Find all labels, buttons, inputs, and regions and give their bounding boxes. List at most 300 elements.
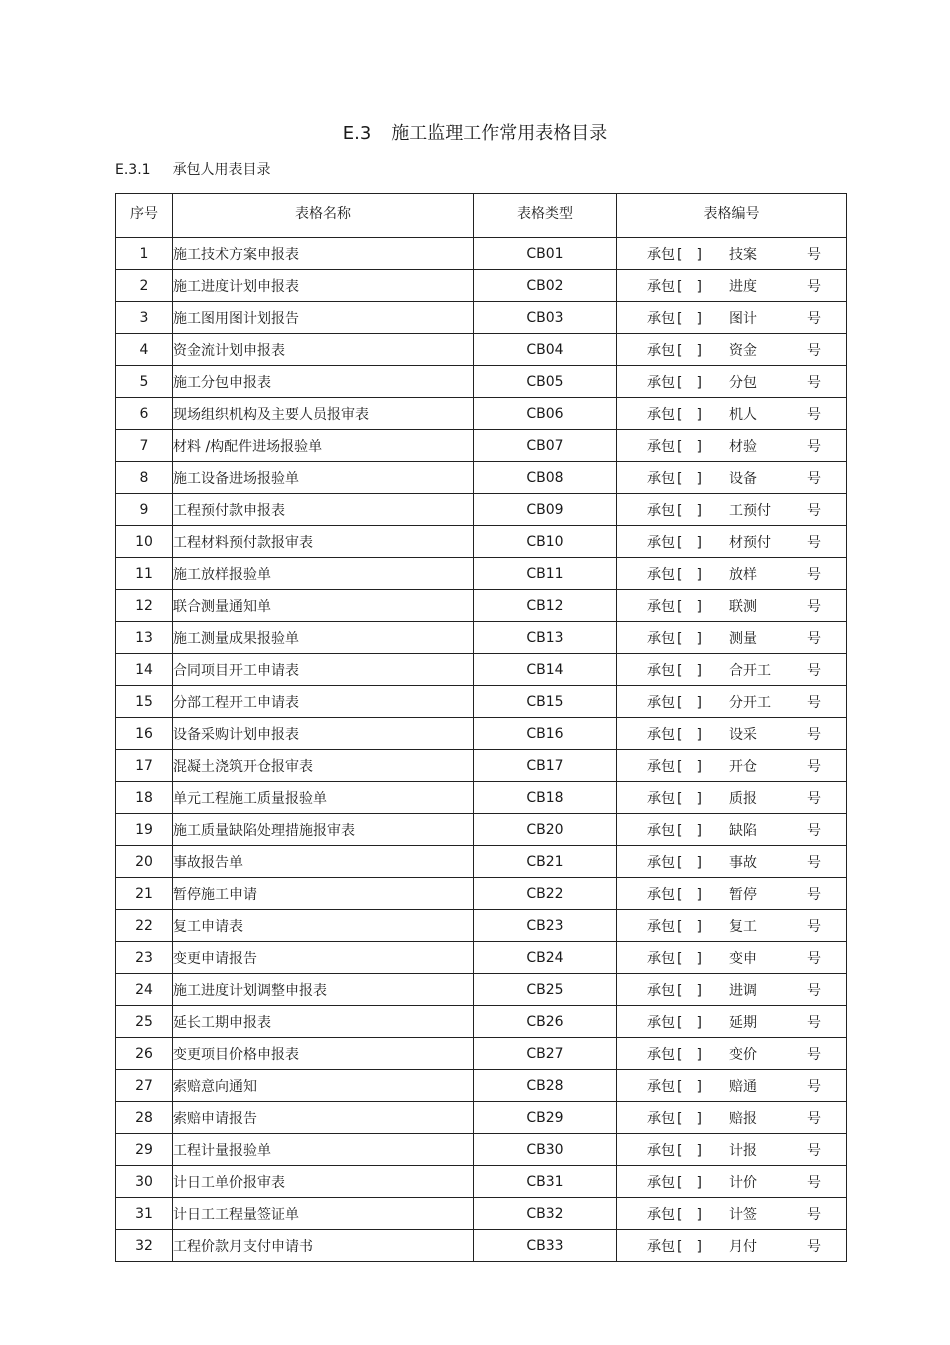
code-prefix <box>647 308 702 328</box>
bracket-open: [ <box>677 406 683 423</box>
bracket-close: ] <box>696 1206 702 1223</box>
row-number: 1 <box>116 238 173 270</box>
form-name: 工程价款月支付申请书 <box>173 1230 474 1262</box>
row-number: 15 <box>116 686 173 718</box>
code-suffix: 号 <box>807 726 821 743</box>
form-code <box>617 654 847 686</box>
code-prefix <box>647 244 702 264</box>
table-row <box>116 1134 847 1166</box>
code-abbreviation: 机人 <box>729 406 757 423</box>
form-type: CB30 <box>474 1134 617 1166</box>
bracket-close: ] <box>696 470 702 487</box>
table-body <box>116 238 847 1262</box>
bracket-close: ] <box>696 310 702 327</box>
code-prefix <box>647 852 702 872</box>
code-prefix-text: 承包 <box>647 630 675 647</box>
form-code <box>617 334 847 366</box>
bracket-close: ] <box>696 950 702 967</box>
bracket-close: ] <box>696 1142 702 1159</box>
code-prefix <box>647 1140 702 1160</box>
form-name: 施工测量成果报验单 <box>173 622 474 654</box>
form-code <box>617 846 847 878</box>
form-type: CB18 <box>474 782 617 814</box>
code-suffix: 号 <box>807 470 821 487</box>
code-suffix: 号 <box>807 1078 821 1095</box>
table-row <box>116 718 847 750</box>
code-prefix <box>647 436 702 456</box>
bracket-open: [ <box>677 1014 683 1031</box>
row-number: 26 <box>116 1038 173 1070</box>
bracket-close: ] <box>696 1174 702 1191</box>
form-name: 索赔意向通知 <box>173 1070 474 1102</box>
form-code <box>617 718 847 750</box>
title-number: E.3 <box>342 123 372 144</box>
code-prefix-text: 承包 <box>647 758 675 775</box>
form-name: 施工图用图计划报告 <box>173 302 474 334</box>
code-abbreviation: 图计 <box>729 310 757 327</box>
row-number: 31 <box>116 1198 173 1230</box>
form-code <box>617 1070 847 1102</box>
form-code <box>617 1102 847 1134</box>
form-type: CB26 <box>474 1006 617 1038</box>
code-abbreviation: 质报 <box>729 790 757 807</box>
form-type: CB22 <box>474 878 617 910</box>
table-row <box>116 1038 847 1070</box>
bracket-open: [ <box>677 630 683 647</box>
form-name: 施工放样报验单 <box>173 558 474 590</box>
form-code <box>617 238 847 270</box>
header-type: 表格类型 <box>474 194 617 238</box>
code-prefix-text: 承包 <box>647 502 675 519</box>
bracket-open: [ <box>677 886 683 903</box>
code-prefix <box>647 916 702 936</box>
bracket-open: [ <box>677 726 683 743</box>
code-prefix <box>647 564 702 584</box>
code-suffix: 号 <box>807 1142 821 1159</box>
row-number: 25 <box>116 1006 173 1038</box>
row-number: 20 <box>116 846 173 878</box>
bracket-close: ] <box>696 278 702 295</box>
table-row <box>116 942 847 974</box>
row-number: 3 <box>116 302 173 334</box>
form-code <box>617 558 847 590</box>
code-prefix <box>647 884 702 904</box>
code-abbreviation: 月付 <box>729 1238 757 1255</box>
code-abbreviation: 合开工 <box>729 662 771 679</box>
form-code <box>617 366 847 398</box>
bracket-open: [ <box>677 854 683 871</box>
form-type: CB01 <box>474 238 617 270</box>
table-row <box>116 302 847 334</box>
code-prefix-text: 承包 <box>647 1046 675 1063</box>
form-code <box>617 974 847 1006</box>
code-abbreviation: 进调 <box>729 982 757 999</box>
bracket-open: [ <box>677 374 683 391</box>
code-suffix: 号 <box>807 790 821 807</box>
row-number: 28 <box>116 1102 173 1134</box>
bracket-open: [ <box>677 438 683 455</box>
form-name: 计日工单价报审表 <box>173 1166 474 1198</box>
code-suffix: 号 <box>807 1014 821 1031</box>
form-type: CB08 <box>474 462 617 494</box>
bracket-open: [ <box>677 950 683 967</box>
table-row <box>116 846 847 878</box>
code-suffix: 号 <box>807 374 821 391</box>
section-subtitle <box>115 160 271 180</box>
form-name: 合同项目开工申请表 <box>173 654 474 686</box>
code-prefix-text: 承包 <box>647 1206 675 1223</box>
code-prefix <box>647 500 702 520</box>
form-name: 施工分包申报表 <box>173 366 474 398</box>
code-prefix-text: 承包 <box>647 726 675 743</box>
bracket-close: ] <box>696 1078 702 1095</box>
table-row <box>116 1198 847 1230</box>
bracket-close: ] <box>696 982 702 999</box>
form-type: CB23 <box>474 910 617 942</box>
form-name: 施工设备进场报验单 <box>173 462 474 494</box>
bracket-close: ] <box>696 246 702 263</box>
code-prefix-text: 承包 <box>647 534 675 551</box>
table-row <box>116 654 847 686</box>
code-prefix <box>647 468 702 488</box>
bracket-close: ] <box>696 790 702 807</box>
code-abbreviation: 开仓 <box>729 758 757 775</box>
code-prefix-text: 承包 <box>647 886 675 903</box>
code-prefix-text: 承包 <box>647 982 675 999</box>
code-prefix <box>647 532 702 552</box>
form-code <box>617 526 847 558</box>
bracket-open: [ <box>677 694 683 711</box>
form-name: 索赔申请报告 <box>173 1102 474 1134</box>
table-row <box>116 686 847 718</box>
form-type: CB25 <box>474 974 617 1006</box>
code-prefix <box>647 404 702 424</box>
form-name: 施工进度计划申报表 <box>173 270 474 302</box>
form-name: 工程材料预付款报审表 <box>173 526 474 558</box>
code-suffix: 号 <box>807 534 821 551</box>
form-code <box>617 1230 847 1262</box>
bracket-open: [ <box>677 1078 683 1095</box>
row-number: 32 <box>116 1230 173 1262</box>
code-prefix-text: 承包 <box>647 790 675 807</box>
form-type: CB10 <box>474 526 617 558</box>
form-code <box>617 590 847 622</box>
form-type: CB17 <box>474 750 617 782</box>
code-abbreviation: 资金 <box>729 342 757 359</box>
bracket-close: ] <box>696 566 702 583</box>
form-code <box>617 462 847 494</box>
bracket-open: [ <box>677 598 683 615</box>
form-type: CB33 <box>474 1230 617 1262</box>
form-type: CB12 <box>474 590 617 622</box>
form-type: CB27 <box>474 1038 617 1070</box>
code-prefix-text: 承包 <box>647 1238 675 1255</box>
form-type: CB03 <box>474 302 617 334</box>
table-row <box>116 526 847 558</box>
bracket-open: [ <box>677 1206 683 1223</box>
form-type: CB32 <box>474 1198 617 1230</box>
bracket-open: [ <box>677 566 683 583</box>
code-suffix: 号 <box>807 502 821 519</box>
code-abbreviation: 计价 <box>729 1174 757 1191</box>
header-name: 表格名称 <box>173 194 474 238</box>
form-name: 事故报告单 <box>173 846 474 878</box>
bracket-close: ] <box>696 726 702 743</box>
bracket-open: [ <box>677 534 683 551</box>
form-name: 现场组织机构及主要人员报审表 <box>173 398 474 430</box>
form-code <box>617 814 847 846</box>
code-prefix <box>647 1044 702 1064</box>
code-abbreviation: 放样 <box>729 566 757 583</box>
table-row <box>116 494 847 526</box>
form-name: 暂停施工申请 <box>173 878 474 910</box>
bracket-close: ] <box>696 1238 702 1255</box>
table-row <box>116 590 847 622</box>
form-code <box>617 942 847 974</box>
form-name: 工程预付款申报表 <box>173 494 474 526</box>
code-prefix <box>647 1108 702 1128</box>
form-code <box>617 750 847 782</box>
bracket-close: ] <box>696 342 702 359</box>
code-prefix <box>647 980 702 1000</box>
form-name: 计日工工程量签证单 <box>173 1198 474 1230</box>
form-type: CB31 <box>474 1166 617 1198</box>
form-name: 延长工期申报表 <box>173 1006 474 1038</box>
form-name: 复工申请表 <box>173 910 474 942</box>
code-prefix-text: 承包 <box>647 822 675 839</box>
row-number: 23 <box>116 942 173 974</box>
form-name: 单元工程施工质量报验单 <box>173 782 474 814</box>
code-abbreviation: 进度 <box>729 278 757 295</box>
bracket-open: [ <box>677 822 683 839</box>
code-abbreviation: 赔报 <box>729 1110 757 1127</box>
bracket-close: ] <box>696 374 702 391</box>
code-suffix: 号 <box>807 758 821 775</box>
table-row <box>116 462 847 494</box>
code-prefix-text: 承包 <box>647 854 675 871</box>
code-suffix: 号 <box>807 278 821 295</box>
code-suffix: 号 <box>807 342 821 359</box>
form-code <box>617 430 847 462</box>
code-abbreviation: 分开工 <box>729 694 771 711</box>
code-abbreviation: 计报 <box>729 1142 757 1159</box>
bracket-close: ] <box>696 918 702 935</box>
form-type: CB28 <box>474 1070 617 1102</box>
bracket-close: ] <box>696 438 702 455</box>
form-type: CB07 <box>474 430 617 462</box>
form-code <box>617 1134 847 1166</box>
form-type: CB24 <box>474 942 617 974</box>
row-number: 12 <box>116 590 173 622</box>
bracket-open: [ <box>677 758 683 775</box>
bracket-open: [ <box>677 1142 683 1159</box>
table-row <box>116 1166 847 1198</box>
table-row <box>116 270 847 302</box>
code-suffix: 号 <box>807 630 821 647</box>
code-suffix: 号 <box>807 438 821 455</box>
header-no: 序号 <box>116 194 173 238</box>
row-number: 7 <box>116 430 173 462</box>
bracket-open: [ <box>677 982 683 999</box>
code-abbreviation: 变申 <box>729 950 757 967</box>
code-abbreviation: 技案 <box>729 246 757 263</box>
code-prefix <box>647 692 702 712</box>
code-prefix-text: 承包 <box>647 1142 675 1159</box>
bracket-close: ] <box>696 1014 702 1031</box>
form-type: CB09 <box>474 494 617 526</box>
row-number: 29 <box>116 1134 173 1166</box>
table-row <box>116 750 847 782</box>
title-text: 施工监理工作常用表格目录 <box>391 123 608 144</box>
table-row <box>116 974 847 1006</box>
table-row <box>116 366 847 398</box>
bracket-open: [ <box>677 1046 683 1063</box>
table-row <box>116 782 847 814</box>
code-prefix-text: 承包 <box>647 246 675 263</box>
code-prefix-text: 承包 <box>647 1014 675 1031</box>
code-prefix <box>647 756 702 776</box>
form-name: 材料 /构配件进场报验单 <box>173 430 474 462</box>
table-row <box>116 1102 847 1134</box>
code-prefix-text: 承包 <box>647 694 675 711</box>
code-abbreviation: 材预付 <box>729 534 771 551</box>
form-name: 工程计量报验单 <box>173 1134 474 1166</box>
form-name: 施工进度计划调整申报表 <box>173 974 474 1006</box>
form-type: CB04 <box>474 334 617 366</box>
code-prefix <box>647 1236 702 1256</box>
table-row <box>116 430 847 462</box>
code-prefix <box>647 724 702 744</box>
row-number: 4 <box>116 334 173 366</box>
table-row <box>116 878 847 910</box>
code-abbreviation: 赔通 <box>729 1078 757 1095</box>
row-number: 17 <box>116 750 173 782</box>
code-suffix: 号 <box>807 918 821 935</box>
code-abbreviation: 延期 <box>729 1014 757 1031</box>
form-code <box>617 398 847 430</box>
form-type: CB16 <box>474 718 617 750</box>
form-name: 变更项目价格申报表 <box>173 1038 474 1070</box>
table-row <box>116 1070 847 1102</box>
form-code <box>617 302 847 334</box>
code-suffix: 号 <box>807 886 821 903</box>
form-code <box>617 1038 847 1070</box>
code-abbreviation: 分包 <box>729 374 757 391</box>
code-abbreviation: 材验 <box>729 438 757 455</box>
header-code: 表格编号 <box>617 194 847 238</box>
form-code <box>617 782 847 814</box>
code-prefix-text: 承包 <box>647 1174 675 1191</box>
form-code <box>617 910 847 942</box>
bracket-open: [ <box>677 502 683 519</box>
form-code <box>617 622 847 654</box>
code-prefix <box>647 596 702 616</box>
table-header-row <box>116 194 847 238</box>
bracket-close: ] <box>696 1110 702 1127</box>
table-row <box>116 1230 847 1262</box>
code-suffix: 号 <box>807 822 821 839</box>
bracket-open: [ <box>677 790 683 807</box>
code-suffix: 号 <box>807 854 821 871</box>
form-code <box>617 270 847 302</box>
form-code <box>617 1198 847 1230</box>
row-number: 9 <box>116 494 173 526</box>
bracket-close: ] <box>696 886 702 903</box>
form-name: 混凝土浇筑开仓报审表 <box>173 750 474 782</box>
code-abbreviation: 设备 <box>729 470 757 487</box>
code-abbreviation: 事故 <box>729 854 757 871</box>
code-prefix <box>647 628 702 648</box>
row-number: 10 <box>116 526 173 558</box>
row-number: 11 <box>116 558 173 590</box>
code-suffix: 号 <box>807 598 821 615</box>
code-prefix-text: 承包 <box>647 374 675 391</box>
code-suffix: 号 <box>807 950 821 967</box>
code-prefix <box>647 276 702 296</box>
form-code <box>617 1166 847 1198</box>
form-name: 资金流计划申报表 <box>173 334 474 366</box>
code-prefix-text: 承包 <box>647 470 675 487</box>
form-name: 设备采购计划申报表 <box>173 718 474 750</box>
code-suffix: 号 <box>807 662 821 679</box>
code-prefix-text: 承包 <box>647 598 675 615</box>
code-abbreviation: 变价 <box>729 1046 757 1063</box>
row-number: 22 <box>116 910 173 942</box>
form-type: CB05 <box>474 366 617 398</box>
code-prefix-text: 承包 <box>647 310 675 327</box>
bracket-close: ] <box>696 758 702 775</box>
form-type: CB20 <box>474 814 617 846</box>
row-number: 14 <box>116 654 173 686</box>
row-number: 21 <box>116 878 173 910</box>
code-prefix <box>647 340 702 360</box>
code-abbreviation: 联测 <box>729 598 757 615</box>
form-name: 分部工程开工申请表 <box>173 686 474 718</box>
code-suffix: 号 <box>807 1238 821 1255</box>
table-row <box>116 1006 847 1038</box>
code-suffix: 号 <box>807 1046 821 1063</box>
code-suffix: 号 <box>807 1174 821 1191</box>
code-suffix: 号 <box>807 246 821 263</box>
code-suffix: 号 <box>807 1206 821 1223</box>
form-name: 施工质量缺陷处理措施报审表 <box>173 814 474 846</box>
row-number: 8 <box>116 462 173 494</box>
form-code <box>617 1006 847 1038</box>
bracket-close: ] <box>696 854 702 871</box>
form-name: 变更申请报告 <box>173 942 474 974</box>
code-prefix-text: 承包 <box>647 342 675 359</box>
code-prefix-text: 承包 <box>647 1110 675 1127</box>
code-prefix <box>647 372 702 392</box>
code-abbreviation: 暂停 <box>729 886 757 903</box>
code-abbreviation: 测量 <box>729 630 757 647</box>
code-prefix-text: 承包 <box>647 406 675 423</box>
code-abbreviation: 缺陷 <box>729 822 757 839</box>
table-row <box>116 622 847 654</box>
bracket-open: [ <box>677 1174 683 1191</box>
code-suffix: 号 <box>807 982 821 999</box>
document-title <box>0 122 950 146</box>
row-number: 2 <box>116 270 173 302</box>
row-number: 19 <box>116 814 173 846</box>
table-row <box>116 814 847 846</box>
form-type: CB02 <box>474 270 617 302</box>
code-prefix <box>647 1076 702 1096</box>
bracket-close: ] <box>696 502 702 519</box>
code-suffix: 号 <box>807 1110 821 1127</box>
code-prefix-text: 承包 <box>647 278 675 295</box>
form-type: CB29 <box>474 1102 617 1134</box>
